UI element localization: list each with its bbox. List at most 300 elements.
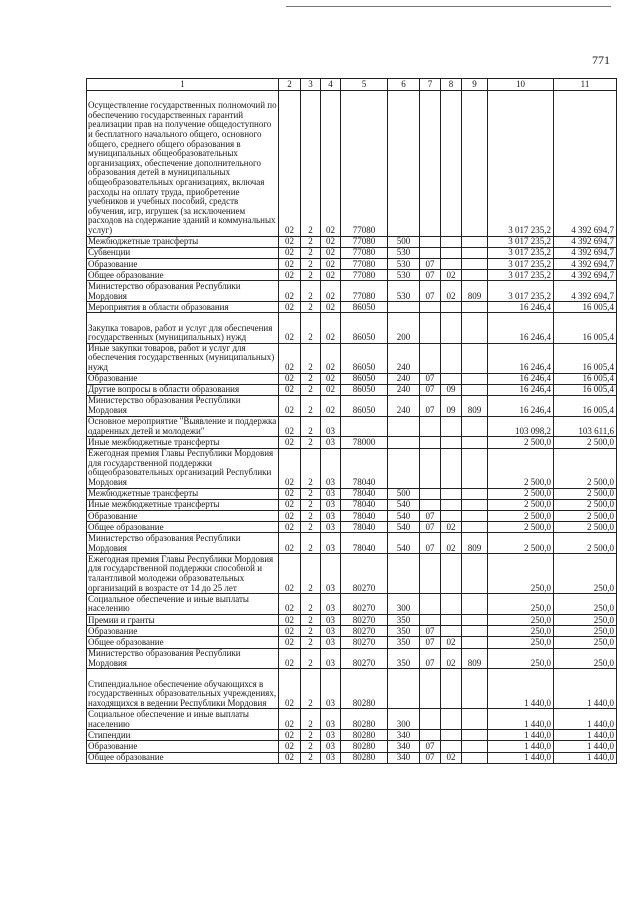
col-8: 02 <box>441 752 462 763</box>
col-7 <box>420 709 441 730</box>
column-header: 1 <box>87 79 279 91</box>
col-8: 02 <box>441 270 462 281</box>
col-4: 02 <box>321 373 341 384</box>
column-header: 5 <box>341 79 388 91</box>
amount-col-10: 16 246,4 <box>488 313 554 343</box>
amount-col-11: 250,0 <box>554 615 617 626</box>
col-2: 02 <box>279 741 301 752</box>
amount-col-10: 2 500,0 <box>488 488 554 499</box>
col-7 <box>420 302 441 313</box>
col-3: 2 <box>301 594 321 615</box>
col-2: 02 <box>279 752 301 763</box>
row-name: Образование <box>87 258 279 269</box>
table-row <box>87 626 617 637</box>
amount-col-10: 250,0 <box>488 637 554 648</box>
col-5: 80270 <box>341 626 388 637</box>
col-7 <box>420 437 441 448</box>
col-3: 2 <box>301 91 321 237</box>
col-6 <box>388 437 420 448</box>
col-5: 86050 <box>341 313 388 343</box>
col-5: 80280 <box>341 730 388 741</box>
col-5: 80270 <box>341 554 388 594</box>
col-6: 500 <box>388 236 420 247</box>
col-7 <box>420 488 441 499</box>
col-4: 03 <box>321 511 341 522</box>
col-6: 540 <box>388 499 420 510</box>
col-2: 02 <box>279 637 301 648</box>
col-2: 02 <box>279 554 301 594</box>
col-4: 02 <box>321 236 341 247</box>
amount-col-10: 1 440,0 <box>488 752 554 763</box>
col-4: 03 <box>321 554 341 594</box>
col-8 <box>441 615 462 626</box>
amount-col-10: 250,0 <box>488 648 554 669</box>
table-row <box>87 91 617 237</box>
amount-col-10: 2 500,0 <box>488 437 554 448</box>
col-5: 77080 <box>341 281 388 302</box>
amount-col-11: 16 005,4 <box>554 373 617 384</box>
table-row <box>87 522 617 533</box>
column-header: 2 <box>279 79 301 91</box>
amount-col-10: 250,0 <box>488 554 554 594</box>
amount-col-11: 1 440,0 <box>554 741 617 752</box>
col-7: 07 <box>420 637 441 648</box>
col-2: 02 <box>279 373 301 384</box>
table-row <box>87 313 617 343</box>
col-5: 77080 <box>341 258 388 269</box>
table-row <box>87 373 617 384</box>
row-name: Образование <box>87 741 279 752</box>
col-3: 2 <box>301 522 321 533</box>
amount-col-11: 16 005,4 <box>554 302 617 313</box>
col-3: 2 <box>301 258 321 269</box>
col-6: 540 <box>388 522 420 533</box>
col-2: 02 <box>279 258 301 269</box>
row-name: Закупка товаров, работ и услуг для обеспечения государственных (муниципальных) нужд <box>87 313 279 343</box>
amount-col-11: 2 500,0 <box>554 488 617 499</box>
col-9 <box>462 258 488 269</box>
table-row <box>87 533 617 554</box>
col-4: 03 <box>321 709 341 730</box>
amount-col-10: 16 246,4 <box>488 384 554 395</box>
col-4: 03 <box>321 615 341 626</box>
amount-col-11: 1 440,0 <box>554 669 617 709</box>
col-8 <box>441 626 462 637</box>
col-2: 02 <box>279 648 301 669</box>
row-name: Субвенции <box>87 247 279 258</box>
col-7: 07 <box>420 258 441 269</box>
row-name: Иные межбюджетные трансферты <box>87 499 279 510</box>
col-9 <box>462 91 488 237</box>
table-row <box>87 448 617 488</box>
col-9 <box>462 594 488 615</box>
col-9 <box>462 343 488 373</box>
col-8 <box>441 247 462 258</box>
col-3: 2 <box>301 648 321 669</box>
col-4: 03 <box>321 669 341 709</box>
col-9 <box>462 615 488 626</box>
col-2: 02 <box>279 302 301 313</box>
col-9 <box>462 626 488 637</box>
col-3: 2 <box>301 270 321 281</box>
col-4: 03 <box>321 741 341 752</box>
col-5: 86050 <box>341 384 388 395</box>
col-7 <box>420 448 441 488</box>
col-7: 07 <box>420 384 441 395</box>
col-2: 02 <box>279 709 301 730</box>
col-2: 02 <box>279 437 301 448</box>
col-4: 03 <box>321 752 341 763</box>
col-8 <box>441 448 462 488</box>
col-8 <box>441 258 462 269</box>
col-7 <box>420 730 441 741</box>
col-6: 340 <box>388 730 420 741</box>
col-5: 80270 <box>341 648 388 669</box>
col-7: 07 <box>420 648 441 669</box>
col-6: 240 <box>388 384 420 395</box>
amount-col-11: 4 392 694,7 <box>554 281 617 302</box>
col-8 <box>441 236 462 247</box>
amount-col-11: 16 005,4 <box>554 343 617 373</box>
col-7: 07 <box>420 511 441 522</box>
col-6: 340 <box>388 752 420 763</box>
col-7 <box>420 313 441 343</box>
amount-col-11: 16 005,4 <box>554 384 617 395</box>
col-4: 03 <box>321 416 341 437</box>
column-header: 3 <box>301 79 321 91</box>
amount-col-10: 2 500,0 <box>488 511 554 522</box>
table-row <box>87 554 617 594</box>
col-6: 530 <box>388 270 420 281</box>
col-2: 02 <box>279 669 301 709</box>
row-name: Стипендии <box>87 730 279 741</box>
amount-col-10: 16 246,4 <box>488 373 554 384</box>
col-3: 2 <box>301 448 321 488</box>
col-5: 77080 <box>341 247 388 258</box>
col-9 <box>462 741 488 752</box>
amount-col-10: 3 017 235,2 <box>488 236 554 247</box>
table-row <box>87 437 617 448</box>
col-8: 02 <box>441 522 462 533</box>
col-3: 2 <box>301 669 321 709</box>
col-9 <box>462 752 488 763</box>
col-6: 500 <box>388 488 420 499</box>
amount-col-11: 2 500,0 <box>554 499 617 510</box>
col-3: 2 <box>301 247 321 258</box>
col-3: 2 <box>301 395 321 416</box>
amount-col-10: 1 440,0 <box>488 709 554 730</box>
col-8 <box>441 373 462 384</box>
col-2: 02 <box>279 499 301 510</box>
col-2: 02 <box>279 626 301 637</box>
col-2: 02 <box>279 281 301 302</box>
row-name: Социальное обеспечение и иные выплаты населению <box>87 709 279 730</box>
col-5: 80270 <box>341 637 388 648</box>
budget-table <box>86 78 617 764</box>
row-name: Общее образование <box>87 522 279 533</box>
table-row <box>87 302 617 313</box>
col-4: 02 <box>321 247 341 258</box>
amount-col-10: 2 500,0 <box>488 448 554 488</box>
row-name: Министерство образования Республики Мордовия <box>87 281 279 302</box>
col-5: 78000 <box>341 437 388 448</box>
col-4: 03 <box>321 637 341 648</box>
row-name: Иные закупки товаров, работ и услуг для обеспечения государственных (муниципальных) нужд <box>87 343 279 373</box>
amount-col-10: 3 017 235,2 <box>488 247 554 258</box>
col-2: 02 <box>279 594 301 615</box>
col-3: 2 <box>301 343 321 373</box>
col-9 <box>462 554 488 594</box>
col-5: 80280 <box>341 741 388 752</box>
table-row <box>87 511 617 522</box>
col-9 <box>462 709 488 730</box>
col-8 <box>441 499 462 510</box>
row-name: Образование <box>87 373 279 384</box>
col-2: 02 <box>279 313 301 343</box>
table-body <box>87 91 617 764</box>
amount-col-10: 3 017 235,2 <box>488 91 554 237</box>
row-name: Общее образование <box>87 637 279 648</box>
col-5: 77080 <box>341 270 388 281</box>
column-header: 6 <box>388 79 420 91</box>
col-4: 02 <box>321 302 341 313</box>
row-name: Ежегодная премия Главы Республики Мордовия для государственной поддержки общеобразовательных организаций Республики Мордовия <box>87 448 279 488</box>
col-2: 02 <box>279 91 301 237</box>
col-7: 07 <box>420 395 441 416</box>
row-name: Министерство образования Республики Мордовия <box>87 533 279 554</box>
col-3: 2 <box>301 741 321 752</box>
table-row <box>87 637 617 648</box>
col-8 <box>441 594 462 615</box>
col-3: 2 <box>301 615 321 626</box>
col-5: 80280 <box>341 669 388 709</box>
amount-col-11: 4 392 694,7 <box>554 270 617 281</box>
amount-col-10: 250,0 <box>488 626 554 637</box>
col-4: 02 <box>321 258 341 269</box>
col-9: 809 <box>462 281 488 302</box>
col-7: 07 <box>420 373 441 384</box>
col-9 <box>462 669 488 709</box>
amount-col-10: 2 500,0 <box>488 522 554 533</box>
col-3: 2 <box>301 236 321 247</box>
col-7: 07 <box>420 626 441 637</box>
col-9 <box>462 522 488 533</box>
amount-col-11: 1 440,0 <box>554 709 617 730</box>
col-8 <box>441 741 462 752</box>
col-2: 02 <box>279 522 301 533</box>
col-5: 78040 <box>341 511 388 522</box>
amount-col-11: 4 392 694,7 <box>554 258 617 269</box>
row-name: Общее образование <box>87 270 279 281</box>
col-9 <box>462 448 488 488</box>
amount-col-10: 2 500,0 <box>488 499 554 510</box>
col-6: 350 <box>388 637 420 648</box>
col-8 <box>441 313 462 343</box>
table-row <box>87 730 617 741</box>
col-6 <box>388 91 420 237</box>
table-row <box>87 648 617 669</box>
row-name: Премии и гранты <box>87 615 279 626</box>
row-name: Межбюджетные трансферты <box>87 488 279 499</box>
col-2: 02 <box>279 343 301 373</box>
col-3: 2 <box>301 533 321 554</box>
col-2: 02 <box>279 488 301 499</box>
col-8: 02 <box>441 281 462 302</box>
amount-col-11: 103 611,6 <box>554 416 617 437</box>
col-9 <box>462 511 488 522</box>
col-4: 03 <box>321 448 341 488</box>
col-6: 240 <box>388 343 420 373</box>
col-7 <box>420 594 441 615</box>
table-row <box>87 247 617 258</box>
col-2: 02 <box>279 247 301 258</box>
col-2: 02 <box>279 384 301 395</box>
col-8: 02 <box>441 533 462 554</box>
column-header: 8 <box>441 79 462 91</box>
amount-col-10: 250,0 <box>488 615 554 626</box>
column-header: 4 <box>321 79 341 91</box>
col-3: 2 <box>301 281 321 302</box>
amount-col-11: 250,0 <box>554 626 617 637</box>
col-4: 03 <box>321 522 341 533</box>
row-name: Общее образование <box>87 752 279 763</box>
amount-col-10: 1 440,0 <box>488 741 554 752</box>
col-3: 2 <box>301 730 321 741</box>
amount-col-11: 250,0 <box>554 554 617 594</box>
table-row <box>87 594 617 615</box>
col-9 <box>462 437 488 448</box>
col-3: 2 <box>301 373 321 384</box>
col-5: 78040 <box>341 499 388 510</box>
col-4: 02 <box>321 313 341 343</box>
col-3: 2 <box>301 709 321 730</box>
amount-col-11: 2 500,0 <box>554 511 617 522</box>
col-4: 03 <box>321 626 341 637</box>
col-5: 78040 <box>341 448 388 488</box>
table-row <box>87 488 617 499</box>
page-number: 771 <box>592 53 610 67</box>
col-5: 78040 <box>341 488 388 499</box>
col-8 <box>441 669 462 709</box>
table-row <box>87 615 617 626</box>
table-row <box>87 270 617 281</box>
col-2: 02 <box>279 533 301 554</box>
col-7: 07 <box>420 741 441 752</box>
col-7 <box>420 247 441 258</box>
col-4: 03 <box>321 437 341 448</box>
col-5: 78040 <box>341 522 388 533</box>
amount-col-11: 2 500,0 <box>554 448 617 488</box>
amount-col-11: 1 440,0 <box>554 752 617 763</box>
col-8 <box>441 416 462 437</box>
amount-col-10: 1 440,0 <box>488 730 554 741</box>
col-9 <box>462 499 488 510</box>
col-9 <box>462 730 488 741</box>
col-5: 77080 <box>341 91 388 237</box>
row-name: Образование <box>87 626 279 637</box>
row-name: Министерство образования Республики Мордовия <box>87 395 279 416</box>
col-5: 80280 <box>341 709 388 730</box>
col-8 <box>441 709 462 730</box>
col-8 <box>441 343 462 373</box>
amount-col-10: 16 246,4 <box>488 343 554 373</box>
amount-col-11: 16 005,4 <box>554 313 617 343</box>
col-4: 03 <box>321 499 341 510</box>
col-9 <box>462 384 488 395</box>
col-2: 02 <box>279 615 301 626</box>
row-name: Иные межбюджетные трансферты <box>87 437 279 448</box>
col-6: 350 <box>388 648 420 669</box>
amount-col-11: 2 500,0 <box>554 437 617 448</box>
amount-col-11: 1 440,0 <box>554 730 617 741</box>
amount-col-11: 250,0 <box>554 637 617 648</box>
col-6: 340 <box>388 741 420 752</box>
col-5: 80280 <box>341 752 388 763</box>
col-8 <box>441 91 462 237</box>
table-row <box>87 741 617 752</box>
col-9 <box>462 373 488 384</box>
col-7 <box>420 554 441 594</box>
table-row <box>87 752 617 763</box>
row-name: Ежегодная премия Главы Республики Мордовия для государственной поддержки способной и талантливой молодежи образовательных организаций в возрасте от 14 до 25 лет <box>87 554 279 594</box>
col-3: 2 <box>301 488 321 499</box>
row-name: Стипендиальное обеспечение обучающихся в государственных образовательных учреждениях, находящихся в ведении Республики Мордовия <box>87 669 279 709</box>
col-8 <box>441 730 462 741</box>
col-6 <box>388 554 420 594</box>
col-3: 2 <box>301 626 321 637</box>
col-5: 77080 <box>341 236 388 247</box>
col-9: 809 <box>462 648 488 669</box>
col-3: 2 <box>301 554 321 594</box>
col-6: 350 <box>388 626 420 637</box>
col-4: 02 <box>321 395 341 416</box>
col-5: 86050 <box>341 373 388 384</box>
col-4: 03 <box>321 730 341 741</box>
table-row <box>87 709 617 730</box>
table-row <box>87 416 617 437</box>
col-8 <box>441 488 462 499</box>
col-4: 03 <box>321 594 341 615</box>
amount-col-11: 16 005,4 <box>554 395 617 416</box>
col-3: 2 <box>301 437 321 448</box>
amount-col-11: 4 392 694,7 <box>554 236 617 247</box>
col-5 <box>341 416 388 437</box>
column-header: 10 <box>488 79 554 91</box>
amount-col-10: 1 440,0 <box>488 669 554 709</box>
col-6: 300 <box>388 709 420 730</box>
col-9 <box>462 313 488 343</box>
col-8: 02 <box>441 648 462 669</box>
col-6 <box>388 302 420 313</box>
col-8: 02 <box>441 637 462 648</box>
col-8 <box>441 511 462 522</box>
col-6: 530 <box>388 247 420 258</box>
col-9 <box>462 416 488 437</box>
col-2: 02 <box>279 416 301 437</box>
col-6: 200 <box>388 313 420 343</box>
col-4: 02 <box>321 384 341 395</box>
col-7: 07 <box>420 533 441 554</box>
col-2: 02 <box>279 270 301 281</box>
col-3: 2 <box>301 302 321 313</box>
amount-col-11: 250,0 <box>554 648 617 669</box>
amount-col-11: 2 500,0 <box>554 522 617 533</box>
col-2: 02 <box>279 730 301 741</box>
col-8 <box>441 302 462 313</box>
col-7: 07 <box>420 522 441 533</box>
col-7 <box>420 499 441 510</box>
col-2: 02 <box>279 236 301 247</box>
